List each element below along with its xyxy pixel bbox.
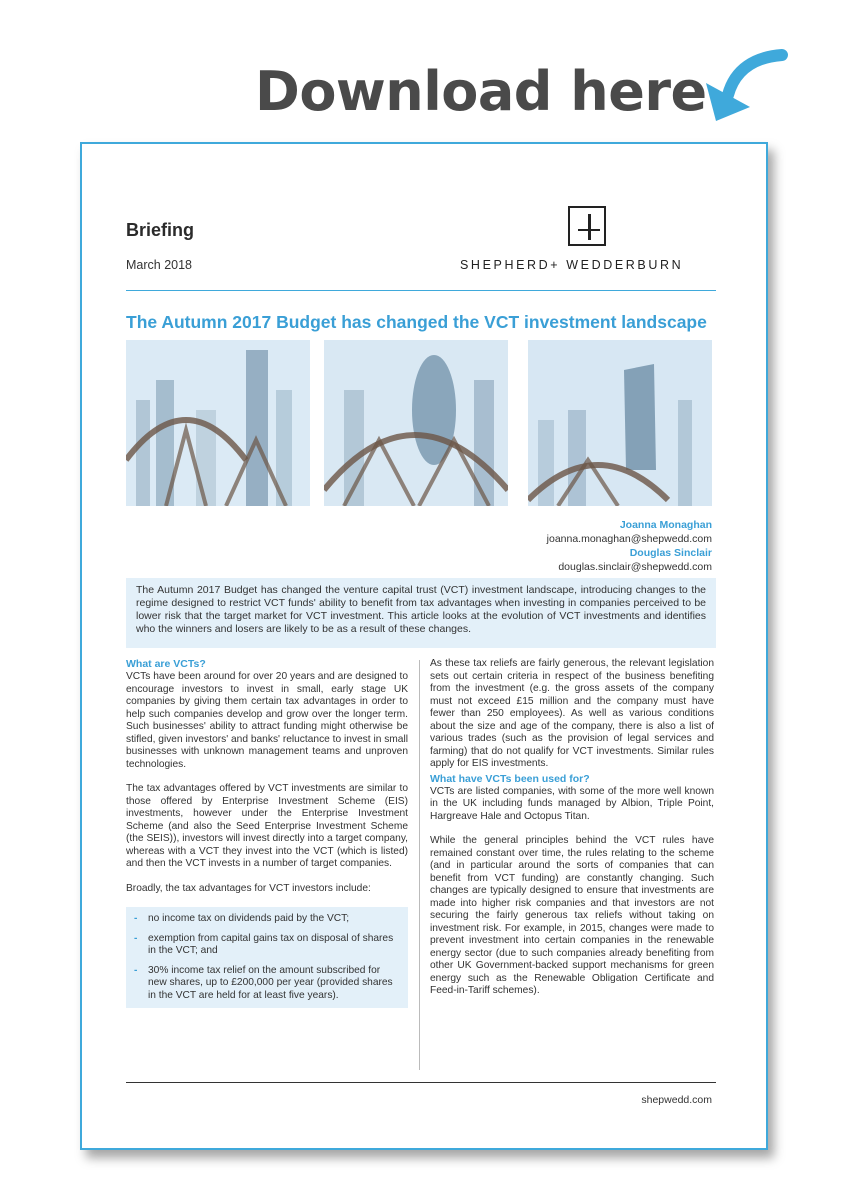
- intro-summary: The Autumn 2017 Budget has changed the venture capital trust (VCT) investment landscape, introducing changes to the regime designed to restrict VCT funds' ability to benefit from tax advantages when investing in companies perceived to be lower risk that the target market for VCT investment. This article looks at the evolution of VCT investments and identifies who the winners and losers are likely to be as a result of these changes.: [126, 578, 716, 648]
- paragraph: While the general principles behind the VCT rules have remained constant over time, the rules relating to the scheme (and in particular around the sorts of companies that can benefit from VCT funding) are constantly changing. Such changes are typically designed to ensure that investments are made into higher risk companies and that investors are not securing the fairly generous tax reliefs without taking on investment risk. For example, in 2015, changes were made to prevent investment into certain companies in the renewable energy sector (due to such companies already benefiting from other UK Government-backed support mechanisms for green energy such as the Renewable Obligation Certificate and Feed-in-Tariff schemes).: [430, 835, 714, 996]
- author-email[interactable]: joanna.monaghan@shepwedd.com: [546, 533, 712, 545]
- author-name: Douglas Sinclair: [629, 547, 712, 559]
- paragraph: As these tax reliefs are fairly generous, the relevant legislation sets out certain criteria in respect of the business benefiting from the investment (e.g. the gross assets of the company must not exceed £15 million and the company must have fewer than 250 employees). As well as various conditions about the size and age of the company, there is also a list of various trades (such as the provision of legal services and farming) that do not qualify for VCT investments. Similar rules apply for EIS investments.: [430, 658, 714, 769]
- download-banner[interactable]: [0, 55, 848, 135]
- company-logo-text: SHEPHERD+ WEDDERBURN: [460, 258, 684, 272]
- download-heading[interactable]: Download here: [255, 60, 707, 123]
- footer-divider: [126, 1082, 716, 1083]
- section-heading: What have VCTs been used for?: [430, 772, 590, 785]
- article-title: The Autumn 2017 Budget has changed the VCT investment landscape: [126, 312, 707, 332]
- briefing-document-preview[interactable]: [80, 142, 768, 1150]
- tax-advantages-list: [126, 907, 408, 1008]
- footer-website-link[interactable]: shepwedd.com: [641, 1094, 712, 1106]
- city-bridge-photo-2: [324, 340, 508, 506]
- doc-type-label: Briefing: [126, 220, 195, 240]
- column-divider: [419, 660, 420, 1070]
- list-item: - exemption from capital gains tax on disposal of shares in the VCT; and: [134, 932, 394, 956]
- curved-arrow-icon: [700, 47, 790, 125]
- paragraph: VCTs have been around for over 20 years and are designed to encourage investors to invest in small, early stage UK companies by giving them certain tax advantages in order to help such companies develop and grow over the longer term. Such businesses' ability to attract funding might otherwise be stifled, given investors' and banks' reluctance to invest in small businesses with unknown management teams and unproven technologies.: [126, 671, 408, 770]
- paragraph: VCTs are listed companies, with some of the more well known in the UK including funds managed by Albion, Triple Point, Hargreave Hale and Octopus Titan.: [430, 785, 714, 822]
- bullet-dash-icon: -: [134, 964, 138, 976]
- bullet-dash-icon: -: [134, 913, 138, 924]
- list-item: - 30% income tax relief on the amount subscribed for new shares, up to £200,000 per year (provided shares in the VCT are held for at least five years).: [134, 964, 393, 1001]
- left-column: [126, 658, 408, 1008]
- city-bridge-photo-1: [126, 340, 310, 506]
- authors-block: [547, 518, 712, 574]
- list-item: - no income tax on dividends paid by the VCT;: [134, 913, 350, 924]
- city-bridge-photo-3: [528, 340, 712, 506]
- header-divider: [126, 290, 716, 291]
- logo-mark-icon: [568, 206, 606, 246]
- author-email[interactable]: douglas.sinclair@shepwedd.com: [558, 561, 712, 573]
- doc-date: March 2018: [126, 258, 193, 272]
- paragraph: Broadly, the tax advantages for VCT investors include:: [126, 882, 371, 894]
- bullet-dash-icon: -: [134, 932, 138, 944]
- right-column: [430, 658, 714, 1010]
- section-heading: What are VCTs?: [126, 658, 206, 670]
- author-name: Joanna Monaghan: [619, 519, 712, 531]
- paragraph: The tax advantages offered by VCT investments are similar to those offered by Enterprise Investment Scheme (EIS) investments, however under the Enterprise Investment Scheme (and also the Seed Enterprise Investment Scheme (the SEIS)), investors will invest directly into a target company, whereas with a VCT they invest into the VCT (which is listed) and then the VCT invests in a number of target companies.: [126, 783, 408, 869]
